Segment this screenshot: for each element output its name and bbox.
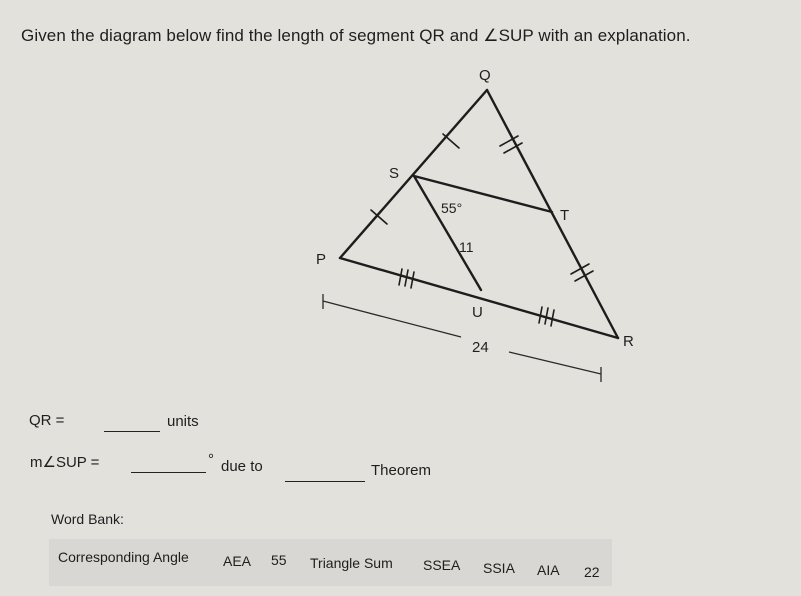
word-bank-item-corresponding-angle[interactable]: Corresponding Angle [58, 549, 189, 565]
label-t: T [560, 207, 570, 224]
qr-label: QR = [29, 412, 65, 429]
question-text: Given the diagram below find the length of segment QR and ∠SUP with an explanation. [21, 26, 691, 45]
qr-units-label: units [167, 413, 199, 430]
segment-su [414, 176, 481, 290]
segment-pq [340, 90, 487, 258]
segment-pr [340, 258, 618, 338]
angle-answer-blank[interactable] [131, 472, 206, 473]
length-24-label: 24 [472, 339, 489, 356]
segment-st [414, 176, 552, 212]
label-q: Q [479, 67, 491, 84]
word-bank-label: Word Bank: [51, 511, 124, 527]
word-bank-item-aea[interactable]: AEA [223, 553, 252, 569]
qr-answer-blank[interactable] [104, 431, 160, 432]
segment-qr [487, 90, 618, 338]
label-u: U [472, 304, 483, 321]
angle-label: m∠SUP = [30, 454, 100, 471]
theorem-label: Theorem [371, 462, 432, 479]
angle-55-label: 55° [441, 200, 463, 216]
word-bank-item-55[interactable]: 55 [271, 552, 287, 568]
dimension-line-pr [323, 294, 601, 382]
label-r: R [623, 333, 634, 350]
label-s: S [389, 165, 400, 182]
word-bank-item-ssia[interactable]: SSIA [483, 560, 515, 576]
word-bank-item-aia[interactable]: AIA [537, 562, 560, 578]
theorem-answer-blank[interactable] [285, 481, 365, 482]
word-bank-item-ssea[interactable]: SSEA [423, 557, 461, 573]
degree-symbol: ° [208, 451, 214, 468]
word-bank-item-22[interactable]: 22 [584, 564, 600, 580]
word-bank-item-triangle-sum[interactable]: Triangle Sum [310, 555, 393, 571]
due-to-label: due to [221, 458, 263, 475]
length-11-label: 11 [459, 239, 474, 255]
label-p: P [316, 251, 327, 268]
